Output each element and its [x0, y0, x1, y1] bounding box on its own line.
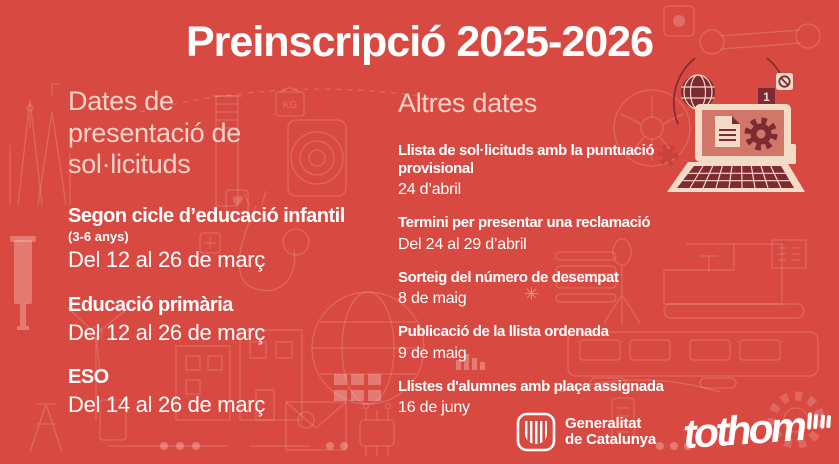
item-date: Del 12 al 26 de març	[68, 247, 265, 273]
item-title: Sorteig del número de desempat	[398, 268, 619, 286]
item-title: Llista de sol·licituds amb la puntuació provisional	[398, 141, 655, 177]
list-item-eso	[68, 366, 408, 418]
tothom-strokes-icon	[807, 411, 831, 430]
item-date: 16 de juny	[398, 399, 470, 417]
document-icon	[715, 116, 740, 147]
page-title: Preinscripció 2025-2026	[185, 18, 654, 66]
svg-text:1: 1	[763, 90, 770, 104]
globe-icon	[681, 75, 715, 109]
item-title: Llistes d'alumnes amb plaça assignada	[398, 377, 664, 395]
list-item-primaria	[68, 294, 408, 346]
item-date: Del 14 al 26 de març	[68, 392, 265, 418]
syringe-doodle	[10, 236, 36, 330]
list-item-llista-ordenada	[398, 323, 704, 362]
notification-badge	[758, 88, 775, 105]
item-date: Del 24 al 29 d’abril	[398, 235, 527, 253]
generalitat-line2: de Catalunya	[565, 431, 656, 448]
item-date: 8 de maig	[398, 290, 467, 308]
svg-text:✳: ✳	[524, 284, 540, 304]
item-date: 9 de maig	[398, 344, 467, 362]
list-item-infantil	[68, 205, 408, 274]
blocked-icon	[776, 73, 793, 90]
item-date: 24 d’abril	[398, 181, 461, 199]
item-title: Termini per presentar una reclamació	[398, 214, 651, 232]
tothom-wordmark: tothom	[681, 402, 806, 457]
item-title: Educació primària	[68, 293, 233, 316]
right-column-heading: Altres dates	[398, 88, 537, 118]
tothom-logo	[681, 394, 837, 464]
generalitat-logo	[516, 412, 656, 452]
left-column-heading: Dates de presentació de sol·licituds	[68, 86, 241, 180]
laptop-illustration	[658, 58, 824, 208]
laptop-icon	[695, 104, 791, 162]
svg-text:KG: KG	[282, 100, 298, 111]
generalitat-wordmark	[565, 416, 656, 448]
generalitat-line1: Generalitat	[565, 414, 642, 432]
item-title: Publicació de la llista ordenada	[398, 323, 609, 341]
generalitat-shield-icon	[516, 412, 556, 452]
left-column	[68, 86, 408, 439]
item-title: Segon cicle d’educació infantil	[68, 204, 345, 227]
list-item-sorteig	[398, 269, 704, 308]
item-subtitle: (3-6 anys)	[68, 228, 129, 244]
list-item-reclamacio	[398, 214, 704, 253]
item-date: Del 12 al 26 de març	[68, 319, 265, 345]
sagrada-familia-doodle	[10, 84, 70, 205]
item-title: ESO	[68, 366, 109, 389]
laptop-keyboard	[667, 162, 805, 192]
background-gear-icon	[660, 147, 676, 163]
